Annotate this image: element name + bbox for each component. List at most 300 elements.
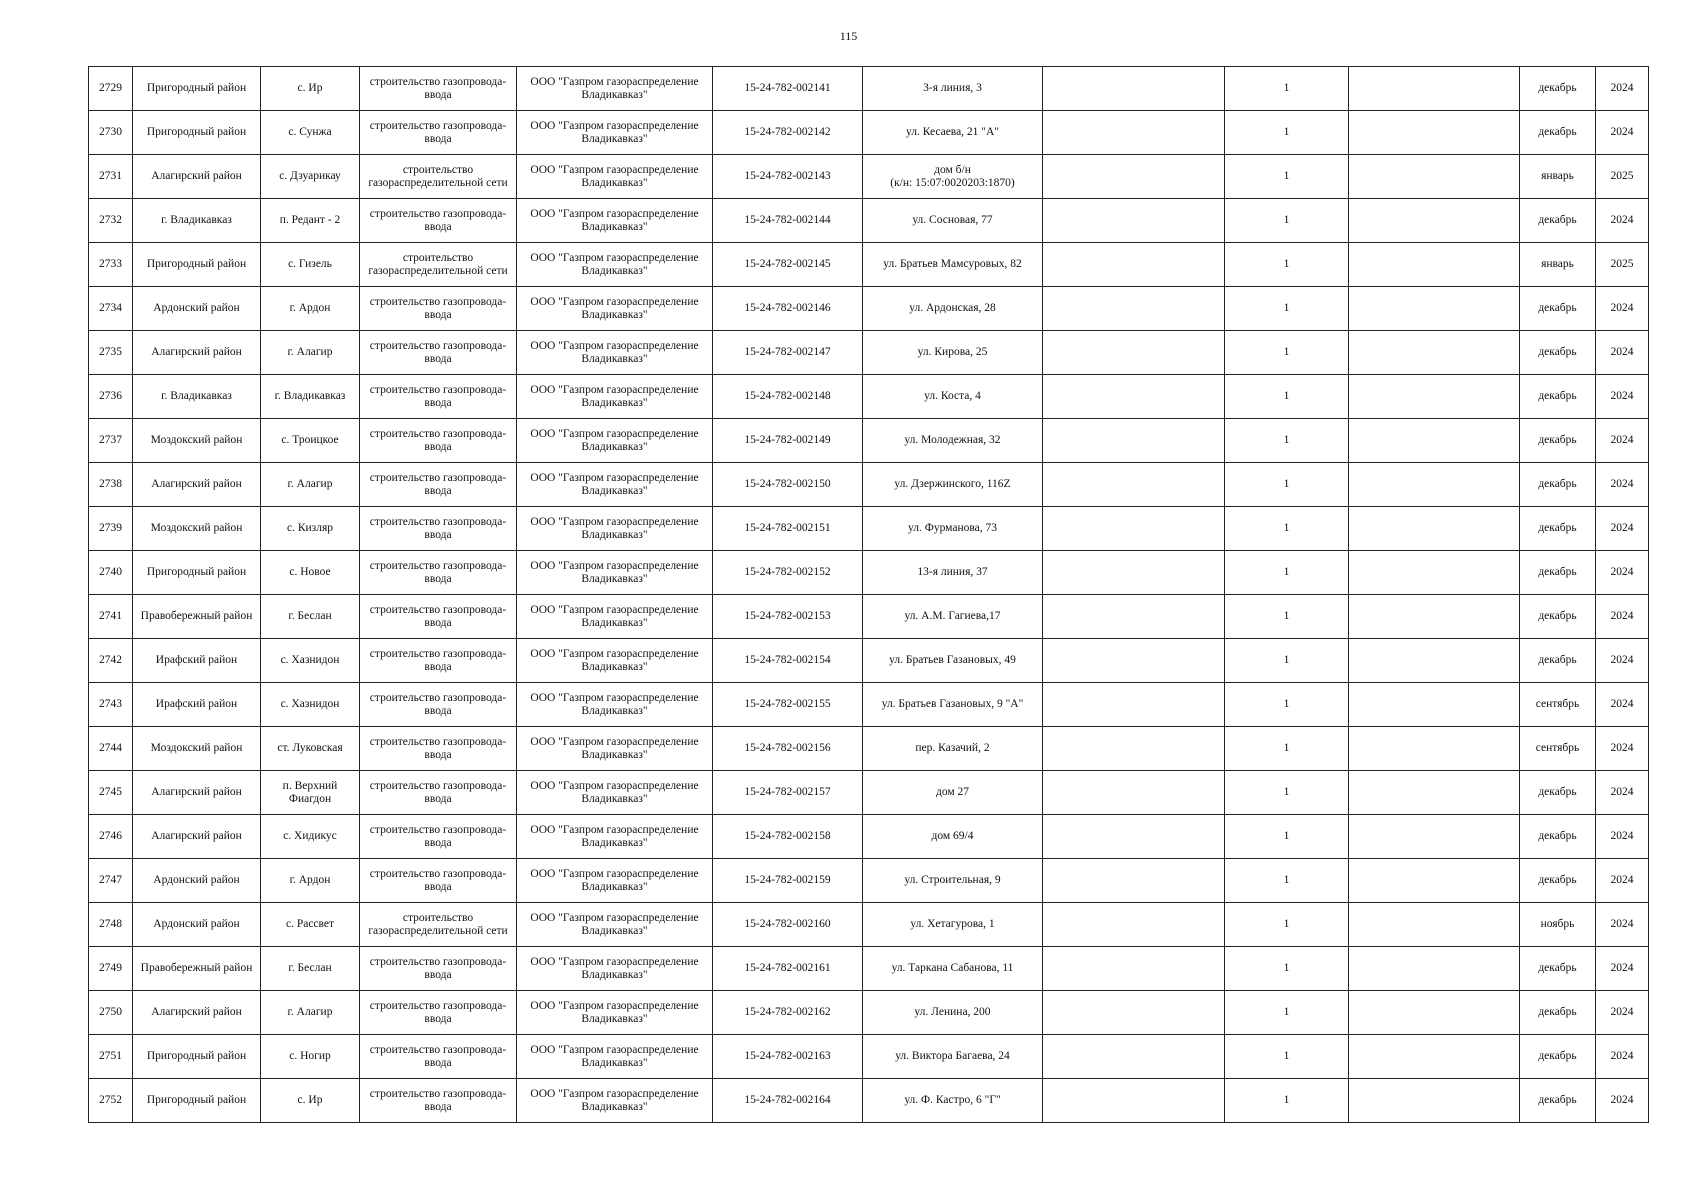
table-row [89, 67, 1649, 111]
organization-cell-line: Владикавказ" [581, 528, 648, 541]
table-row [89, 1035, 1649, 1079]
organization-cell-line: Владикавказ" [581, 1012, 648, 1025]
address-cell [863, 419, 1043, 463]
organization-cell-line: Владикавказ" [581, 704, 648, 717]
work-type-cell-line: ввода [424, 660, 452, 673]
year-cell: 2024 [1596, 903, 1649, 947]
row-number-cell: 2740 [89, 551, 133, 595]
empty-cell [1043, 67, 1225, 111]
table-row [89, 947, 1649, 991]
table-row [89, 507, 1649, 551]
locality-cell: г. Ардон [261, 859, 360, 903]
work-type-cell [360, 243, 517, 287]
year-cell: 2024 [1596, 1035, 1649, 1079]
work-type-cell-line: строительство газопровода- [369, 427, 507, 440]
table-row [89, 771, 1649, 815]
locality-cell: с. Ногир [261, 1035, 360, 1079]
organization-cell [517, 991, 713, 1035]
month-cell: декабрь [1520, 771, 1596, 815]
organization-cell [517, 683, 713, 727]
table-row [89, 1079, 1649, 1123]
district-cell: Алагирский район [133, 771, 261, 815]
empty-cell [1043, 551, 1225, 595]
year-cell: 2024 [1596, 595, 1649, 639]
empty-cell [1349, 463, 1520, 507]
address-cell-line: пер. Казачий, 2 [915, 742, 990, 754]
work-type-cell-line: строительство газопровода- [369, 955, 507, 968]
organization-cell-line: ООО "Газпром газораспределение [530, 823, 699, 836]
quantity-cell: 1 [1225, 463, 1349, 507]
work-type-cell [360, 507, 517, 551]
work-type-cell-line: ввода [424, 528, 452, 541]
work-type-cell-line: строительство [402, 251, 474, 264]
work-type-cell-line: строительство газопровода- [369, 779, 507, 792]
registry-table [88, 66, 1649, 1123]
work-type-cell-line: строительство газопровода- [369, 295, 507, 308]
work-type-cell [360, 155, 517, 199]
quantity-cell: 1 [1225, 155, 1349, 199]
work-type-cell [360, 551, 517, 595]
row-number-cell: 2744 [89, 727, 133, 771]
organization-cell [517, 111, 713, 155]
quantity-cell: 1 [1225, 243, 1349, 287]
locality-cell: г. Беслан [261, 947, 360, 991]
row-number-cell: 2745 [89, 771, 133, 815]
quantity-cell: 1 [1225, 683, 1349, 727]
table-row [89, 463, 1649, 507]
address-cell-line: 3-я линия, 3 [923, 82, 982, 94]
work-type-cell-line: строительство газопровода- [369, 647, 507, 660]
registry-body [89, 67, 1649, 1123]
locality-cell: с. Дзуарикау [261, 155, 360, 199]
table-row [89, 595, 1649, 639]
year-cell: 2024 [1596, 463, 1649, 507]
year-cell: 2024 [1596, 639, 1649, 683]
month-cell: ноябрь [1520, 903, 1596, 947]
address-cell [863, 243, 1043, 287]
organization-cell [517, 67, 713, 111]
district-cell: Ардонский район [133, 903, 261, 947]
row-number-cell: 2735 [89, 331, 133, 375]
cadastral-number-cell: 15-24-782-002156 [713, 727, 863, 771]
table-row [89, 111, 1649, 155]
work-type-cell-line: строительство газопровода- [369, 207, 507, 220]
address-cell [863, 595, 1043, 639]
organization-cell-line: ООО "Газпром газораспределение [530, 295, 699, 308]
organization-cell [517, 287, 713, 331]
empty-cell [1043, 331, 1225, 375]
address-cell-line: ул. Строительная, 9 [904, 874, 1001, 886]
quantity-cell: 1 [1225, 287, 1349, 331]
row-number-cell: 2752 [89, 1079, 133, 1123]
empty-cell [1349, 419, 1520, 463]
work-type-cell-line: ввода [424, 616, 452, 629]
organization-cell [517, 243, 713, 287]
quantity-cell: 1 [1225, 815, 1349, 859]
table-row [89, 287, 1649, 331]
address-cell-line: ул. Фурманова, 73 [908, 522, 997, 534]
organization-cell-line: ООО "Газпром газораспределение [530, 691, 699, 704]
cadastral-number-cell: 15-24-782-002154 [713, 639, 863, 683]
organization-cell-line: Владикавказ" [581, 616, 648, 629]
table-row [89, 815, 1649, 859]
quantity-cell: 1 [1225, 331, 1349, 375]
address-cell-line: ул. Кирова, 25 [917, 346, 988, 358]
organization-cell-line: Владикавказ" [581, 440, 648, 453]
year-cell: 2024 [1596, 947, 1649, 991]
empty-cell [1349, 1035, 1520, 1079]
organization-cell [517, 815, 713, 859]
empty-cell [1043, 507, 1225, 551]
cadastral-number-cell: 15-24-782-002160 [713, 903, 863, 947]
page-number: 115 [839, 29, 858, 43]
locality-cell: г. Ардон [261, 287, 360, 331]
locality-cell: с. Троицкое [261, 419, 360, 463]
table-row [89, 199, 1649, 243]
organization-cell-line: Владикавказ" [581, 792, 648, 805]
month-cell: январь [1520, 243, 1596, 287]
organization-cell-line: ООО "Газпром газораспределение [530, 251, 699, 264]
address-cell [863, 375, 1043, 419]
organization-cell-line: Владикавказ" [581, 660, 648, 673]
year-cell: 2024 [1596, 859, 1649, 903]
work-type-cell-line: ввода [424, 1012, 452, 1025]
organization-cell-line: ООО "Газпром газораспределение [530, 735, 699, 748]
organization-cell [517, 1079, 713, 1123]
work-type-cell-line: газораспределительной сети [368, 924, 508, 937]
work-type-cell [360, 111, 517, 155]
work-type-cell [360, 771, 517, 815]
district-cell: Алагирский район [133, 155, 261, 199]
month-cell: январь [1520, 155, 1596, 199]
row-number-cell: 2748 [89, 903, 133, 947]
cadastral-number-cell: 15-24-782-002147 [713, 331, 863, 375]
address-cell-line: ул. Таркана Сабанова, 11 [891, 962, 1014, 974]
month-cell: декабрь [1520, 551, 1596, 595]
table-row [89, 727, 1649, 771]
quantity-cell: 1 [1225, 771, 1349, 815]
table-row [89, 683, 1649, 727]
empty-cell [1043, 155, 1225, 199]
locality-cell: п. Верхний Фиагдон [261, 771, 360, 815]
organization-cell-line: ООО "Газпром газораспределение [530, 603, 699, 616]
district-cell: Моздокский район [133, 419, 261, 463]
empty-cell [1349, 771, 1520, 815]
table-row [89, 243, 1649, 287]
work-type-cell-line: строительство газопровода- [369, 691, 507, 704]
district-cell: Пригородный район [133, 243, 261, 287]
row-number-cell: 2750 [89, 991, 133, 1035]
address-cell [863, 1035, 1043, 1079]
address-cell-line: дом 27 [935, 786, 970, 798]
row-number-cell: 2749 [89, 947, 133, 991]
organization-cell [517, 903, 713, 947]
address-cell [863, 639, 1043, 683]
work-type-cell [360, 727, 517, 771]
organization-cell-line: ООО "Газпром газораспределение [530, 75, 699, 88]
locality-cell: с. Хидикус [261, 815, 360, 859]
organization-cell [517, 507, 713, 551]
work-type-cell [360, 331, 517, 375]
work-type-cell [360, 1079, 517, 1123]
organization-cell [517, 463, 713, 507]
organization-cell [517, 199, 713, 243]
year-cell: 2024 [1596, 683, 1649, 727]
district-cell: Алагирский район [133, 991, 261, 1035]
row-number-cell: 2729 [89, 67, 133, 111]
organization-cell-line: Владикавказ" [581, 924, 648, 937]
work-type-cell [360, 639, 517, 683]
row-number-cell: 2746 [89, 815, 133, 859]
quantity-cell: 1 [1225, 639, 1349, 683]
empty-cell [1349, 947, 1520, 991]
month-cell: декабрь [1520, 991, 1596, 1035]
row-number-cell: 2738 [89, 463, 133, 507]
locality-cell: с. Ир [261, 67, 360, 111]
organization-cell [517, 859, 713, 903]
row-number-cell: 2731 [89, 155, 133, 199]
work-type-cell-line: ввода [424, 704, 452, 717]
work-type-cell-line: строительство газопровода- [369, 1043, 507, 1056]
district-cell: Пригородный район [133, 111, 261, 155]
work-type-cell [360, 683, 517, 727]
work-type-cell-line: ввода [424, 836, 452, 849]
month-cell: декабрь [1520, 639, 1596, 683]
organization-cell [517, 1035, 713, 1079]
organization-cell-line: Владикавказ" [581, 176, 648, 189]
locality-cell: с. Гизель [261, 243, 360, 287]
district-cell: Алагирский район [133, 463, 261, 507]
district-cell: Пригородный район [133, 1035, 261, 1079]
locality-cell: г. Алагир [261, 463, 360, 507]
row-number-cell: 2751 [89, 1035, 133, 1079]
organization-cell-line: Владикавказ" [581, 572, 648, 585]
empty-cell [1349, 991, 1520, 1035]
row-number-cell: 2741 [89, 595, 133, 639]
locality-cell: с. Сунжа [261, 111, 360, 155]
address-cell-line: ул. Братьев Мамсуровых, 82 [883, 258, 1022, 270]
work-type-cell-line: строительство газопровода- [369, 823, 507, 836]
work-type-cell-line: газораспределительной сети [368, 264, 508, 277]
empty-cell [1349, 595, 1520, 639]
year-cell: 2024 [1596, 111, 1649, 155]
empty-cell [1043, 639, 1225, 683]
organization-cell-line: Владикавказ" [581, 968, 648, 981]
address-cell-line: ул. Братьев Газановых, 9 "А" [881, 698, 1024, 710]
row-number-cell: 2734 [89, 287, 133, 331]
organization-cell [517, 771, 713, 815]
empty-cell [1043, 771, 1225, 815]
quantity-cell: 1 [1225, 595, 1349, 639]
work-type-cell-line: ввода [424, 132, 452, 145]
table-row [89, 551, 1649, 595]
year-cell: 2024 [1596, 419, 1649, 463]
table-row [89, 903, 1649, 947]
organization-cell-line: Владикавказ" [581, 1100, 648, 1113]
organization-cell-line: ООО "Газпром газораспределение [530, 647, 699, 660]
organization-cell-line: Владикавказ" [581, 880, 648, 893]
address-cell-line: (к/н: 15:07:0020203:1870) [890, 176, 1015, 189]
empty-cell [1349, 507, 1520, 551]
locality-cell: г. Беслан [261, 595, 360, 639]
work-type-cell-line: ввода [424, 792, 452, 805]
empty-cell [1043, 815, 1225, 859]
month-cell: декабрь [1520, 375, 1596, 419]
year-cell: 2024 [1596, 331, 1649, 375]
empty-cell [1349, 331, 1520, 375]
district-cell: Правобережный район [133, 595, 261, 639]
work-type-cell-line: ввода [424, 880, 452, 893]
organization-cell [517, 639, 713, 683]
organization-cell-line: Владикавказ" [581, 396, 648, 409]
empty-cell [1043, 1079, 1225, 1123]
month-cell: декабрь [1520, 595, 1596, 639]
empty-cell [1043, 375, 1225, 419]
month-cell: декабрь [1520, 463, 1596, 507]
cadastral-number-cell: 15-24-782-002152 [713, 551, 863, 595]
address-cell [863, 683, 1043, 727]
cadastral-number-cell: 15-24-782-002164 [713, 1079, 863, 1123]
organization-cell-line: Владикавказ" [581, 484, 648, 497]
empty-cell [1349, 67, 1520, 111]
work-type-cell-line: строительство газопровода- [369, 559, 507, 572]
address-cell-line: ул. Братьев Газановых, 49 [889, 654, 1016, 666]
address-cell [863, 67, 1043, 111]
cadastral-number-cell: 15-24-782-002141 [713, 67, 863, 111]
empty-cell [1349, 1079, 1520, 1123]
organization-cell-line: ООО "Газпром газораспределение [530, 1087, 699, 1100]
month-cell: сентябрь [1520, 727, 1596, 771]
organization-cell-line: ООО "Газпром газораспределение [530, 383, 699, 396]
cadastral-number-cell: 15-24-782-002145 [713, 243, 863, 287]
work-type-cell-line: ввода [424, 484, 452, 497]
organization-cell-line: ООО "Газпром газораспределение [530, 471, 699, 484]
empty-cell [1349, 727, 1520, 771]
work-type-cell-line: ввода [424, 396, 452, 409]
work-type-cell-line: ввода [424, 1100, 452, 1113]
organization-cell-line: ООО "Газпром газораспределение [530, 999, 699, 1012]
year-cell: 2024 [1596, 727, 1649, 771]
year-cell: 2025 [1596, 155, 1649, 199]
locality-cell: с. Хазнидон [261, 639, 360, 683]
cadastral-number-cell: 15-24-782-002163 [713, 1035, 863, 1079]
table-row [89, 375, 1649, 419]
district-cell: Ирафский район [133, 683, 261, 727]
address-cell [863, 463, 1043, 507]
work-type-cell-line: ввода [424, 968, 452, 981]
month-cell: декабрь [1520, 947, 1596, 991]
empty-cell [1043, 1035, 1225, 1079]
work-type-cell-line: ввода [424, 308, 452, 321]
address-cell-line: ул. Хетагурова, 1 [910, 918, 995, 930]
table-row [89, 991, 1649, 1035]
organization-cell-line: Владикавказ" [581, 220, 648, 233]
table-row [89, 331, 1649, 375]
cadastral-number-cell: 15-24-782-002162 [713, 991, 863, 1035]
organization-cell-line: ООО "Газпром газораспределение [530, 1043, 699, 1056]
address-cell-line: ул. Сосновая, 77 [912, 214, 993, 226]
table-row [89, 859, 1649, 903]
organization-cell [517, 727, 713, 771]
month-cell: декабрь [1520, 507, 1596, 551]
work-type-cell-line: строительство газопровода- [369, 471, 507, 484]
address-cell [863, 287, 1043, 331]
month-cell: сентябрь [1520, 683, 1596, 727]
row-number-cell: 2732 [89, 199, 133, 243]
empty-cell [1043, 243, 1225, 287]
quantity-cell: 1 [1225, 727, 1349, 771]
address-cell-line: ул. Виктора Багаева, 24 [895, 1050, 1010, 1062]
address-cell [863, 507, 1043, 551]
organization-cell-line: ООО "Газпром газораспределение [530, 779, 699, 792]
work-type-cell [360, 859, 517, 903]
district-cell: Правобережный район [133, 947, 261, 991]
row-number-cell: 2737 [89, 419, 133, 463]
empty-cell [1349, 111, 1520, 155]
work-type-cell-line: строительство газопровода- [369, 515, 507, 528]
cadastral-number-cell: 15-24-782-002144 [713, 199, 863, 243]
row-number-cell: 2730 [89, 111, 133, 155]
organization-cell-line: Владикавказ" [581, 308, 648, 321]
organization-cell-line: Владикавказ" [581, 264, 648, 277]
year-cell: 2024 [1596, 771, 1649, 815]
district-cell: Алагирский район [133, 331, 261, 375]
year-cell: 2024 [1596, 815, 1649, 859]
organization-cell [517, 375, 713, 419]
empty-cell [1349, 375, 1520, 419]
year-cell: 2024 [1596, 551, 1649, 595]
address-cell [863, 727, 1043, 771]
month-cell: декабрь [1520, 331, 1596, 375]
work-type-cell-line: ввода [424, 748, 452, 761]
table-row [89, 155, 1649, 199]
organization-cell-line: ООО "Газпром газораспределение [530, 339, 699, 352]
locality-cell: г. Алагир [261, 991, 360, 1035]
empty-cell [1349, 639, 1520, 683]
empty-cell [1349, 243, 1520, 287]
work-type-cell [360, 463, 517, 507]
cadastral-number-cell: 15-24-782-002158 [713, 815, 863, 859]
cadastral-number-cell: 15-24-782-002150 [713, 463, 863, 507]
organization-cell [517, 155, 713, 199]
address-cell [863, 111, 1043, 155]
locality-cell: г. Алагир [261, 331, 360, 375]
year-cell: 2024 [1596, 991, 1649, 1035]
district-cell: г. Владикавказ [133, 199, 261, 243]
address-cell-line: ул. Ф. Кастро, 6 "Г" [904, 1094, 1001, 1106]
month-cell: декабрь [1520, 859, 1596, 903]
work-type-cell [360, 287, 517, 331]
address-cell [863, 551, 1043, 595]
empty-cell [1043, 947, 1225, 991]
work-type-cell-line: строительство газопровода- [369, 339, 507, 352]
empty-cell [1349, 155, 1520, 199]
empty-cell [1043, 111, 1225, 155]
address-cell [863, 903, 1043, 947]
address-cell-line: дом б/н [934, 163, 971, 176]
table-row [89, 419, 1649, 463]
month-cell: декабрь [1520, 287, 1596, 331]
locality-cell: с. Ир [261, 1079, 360, 1123]
locality-cell: ст. Луковская [261, 727, 360, 771]
year-cell: 2024 [1596, 507, 1649, 551]
address-cell-line: ул. А.М. Гагиева,17 [904, 610, 1001, 622]
quantity-cell: 1 [1225, 67, 1349, 111]
empty-cell [1043, 903, 1225, 947]
district-cell: г. Владикавказ [133, 375, 261, 419]
work-type-cell-line: строительство газопровода- [369, 383, 507, 396]
organization-cell-line: Владикавказ" [581, 748, 648, 761]
